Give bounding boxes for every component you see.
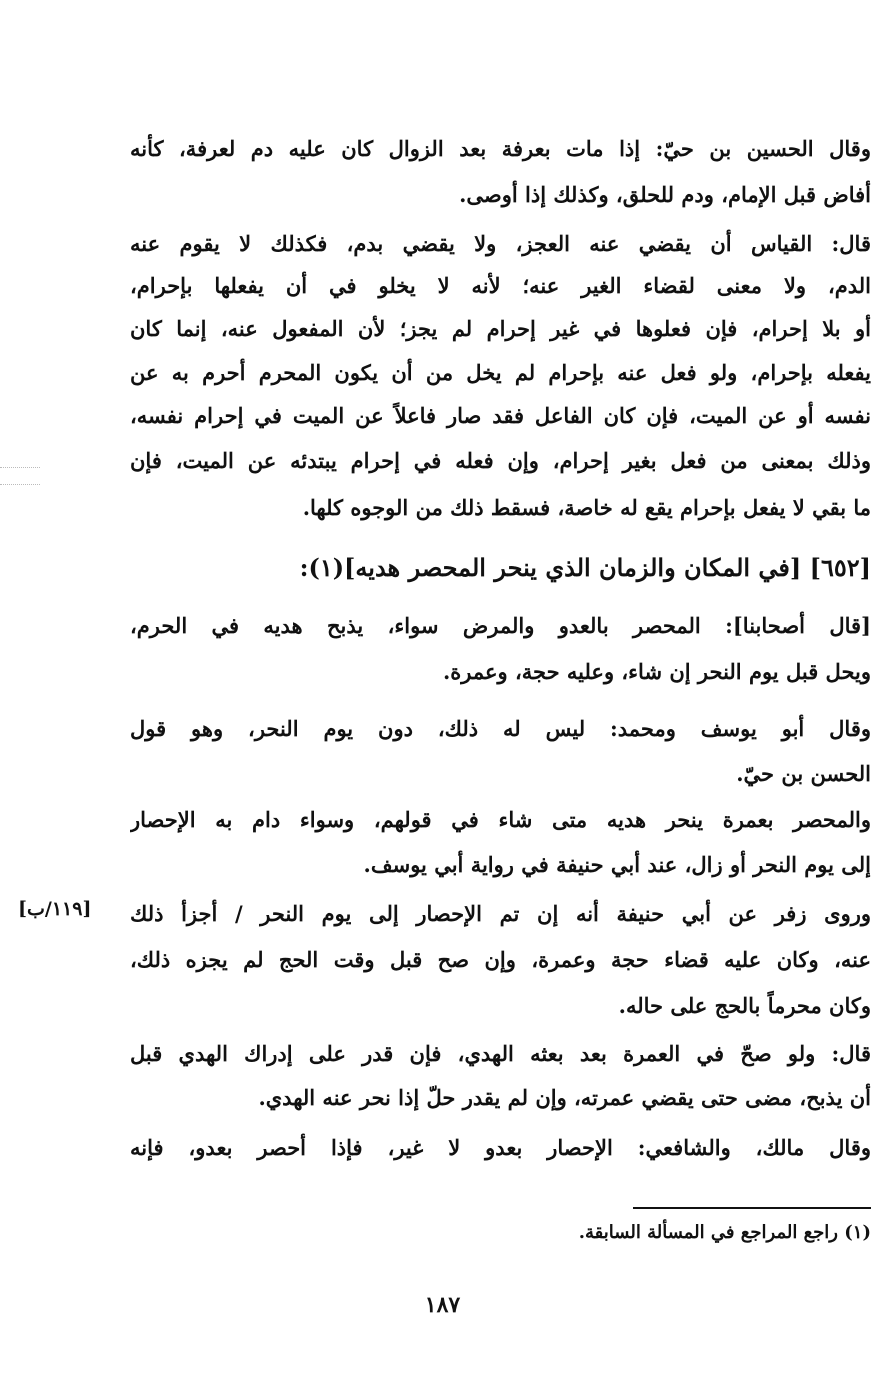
text-line: وقال أبو يوسف ومحمد: ليس له ذلك، دون يوم النحر، وهو قول bbox=[130, 716, 871, 741]
text-line: وقال مالك، والشافعي: الإحصار بعدو لا غير، فإذا أحصر بعدو، فإنه bbox=[130, 1135, 871, 1160]
scan-margin-mark bbox=[0, 467, 40, 468]
folio-margin-note: [١١٩/ب] bbox=[18, 898, 92, 920]
text-line: نفسه أو عن الميت، فإن كان الفاعل فقد صار فاعلاً عن الميت في إحرام نفسه، bbox=[130, 403, 871, 428]
text-line: إلى يوم النحر أو زال، عند أبي حنيفة في رواية أبي يوسف. bbox=[363, 852, 871, 877]
section-heading: [٦٥٢] [في المكان والزمان الذي ينحر المحصر هديه](١): bbox=[299, 553, 871, 582]
footnote-divider bbox=[633, 1207, 871, 1209]
page-number: ١٨٧ bbox=[424, 1292, 461, 1318]
text-line: الدم، ولا معنى لقضاء الغير عنه؛ لأنه لا يخلو في أن يفعلها بإحرام، bbox=[130, 273, 871, 298]
text-line: قال: القياس أن يقضي عنه العجز، ولا يقضي بدم، فكذلك لا يقوم عنه bbox=[130, 231, 871, 256]
text-line: ما بقي لا يفعل بإحرام يقع له خاصة، فسقط ذلك من الوجوه كلها. bbox=[302, 495, 871, 520]
text-line: أفاض قبل الإمام، ودم للحلق، وكذلك إذا أوصى. bbox=[459, 182, 871, 207]
text-line: [قال أصحابنا]: المحصر بالعدو والمرض سواء، يذبح هديه في الحرم، bbox=[130, 613, 871, 638]
scan-margin-mark bbox=[0, 484, 40, 485]
text-line: وكان محرماً بالحج على حاله. bbox=[618, 993, 871, 1018]
text-line: ويحل قبل يوم النحر إن شاء، وعليه حجة، وعمرة. bbox=[442, 659, 871, 684]
footnote: (١) راجع المراجع في المسألة السابقة. bbox=[578, 1222, 871, 1243]
text-line: عنه، وكان عليه قضاء حجة وعمرة، وإن صح قبل وقت الحج لم يجزه ذلك، bbox=[130, 947, 871, 972]
text-line: قال: ولو صحّ في العمرة بعد بعثه الهدي، فإن قدر على إدراك الهدي قبل bbox=[130, 1041, 871, 1066]
text-line: وذلك بمعنى من فعل بغير إحرام، وإن فعله في إحرام يبتدئه عن الميت، فإن bbox=[130, 448, 871, 473]
text-line: وروى زفر عن أبي حنيفة أنه إن تم الإحصار إلى يوم النحر / أجزأ ذلك bbox=[130, 901, 871, 926]
text-line: يفعله بإحرام، ولو فعل عنه بإحرام لم يخل من أن يكون المحرم أحرم به عن bbox=[130, 360, 871, 385]
text-line: والمحصر بعمرة ينحر هديه متى شاء في قولهم، وسواء دام به الإحصار bbox=[130, 807, 871, 832]
text-line: أن يذبح، مضى حتى يقضي عمرته، وإن لم يقدر حلّ إذا نحر عنه الهدي. bbox=[258, 1085, 871, 1110]
text-line: وقال الحسين بن حيّ: إذا مات بعرفة بعد الزوال كان عليه دم لعرفة، كأنه bbox=[130, 136, 871, 161]
text-line: أو بلا إحرام، فإن فعلوها في غير إحرام لم يجز؛ لأن المفعول عنه، إنما كان bbox=[130, 316, 871, 341]
text-line: الحسن بن حيّ. bbox=[736, 761, 871, 786]
